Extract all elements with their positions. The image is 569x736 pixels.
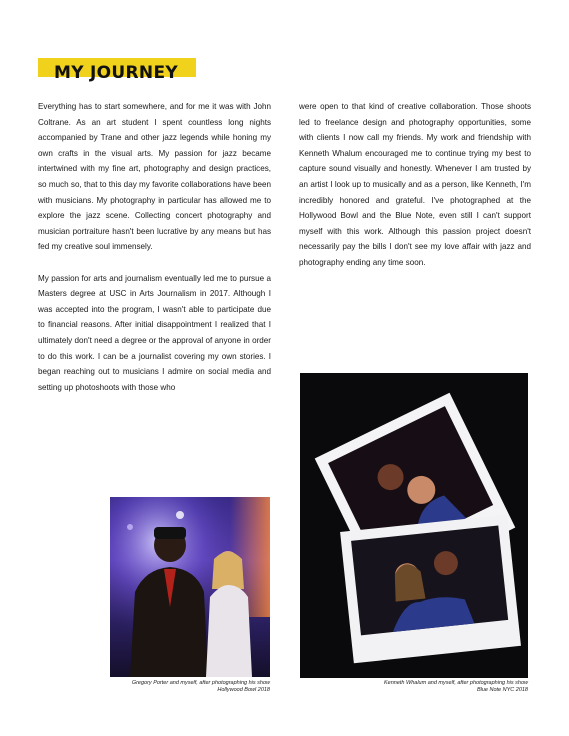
- right-text-column: [299, 99, 531, 271]
- paragraph: were open to that kind of creative collaboration. Those shoots led to freelance design and photography opportunities, some with clients I now call my friends. My work and friendship with Kenneth Whalum encouraged me to continue trying my best to capture sound visually and honestly. Whenever I am trusted by an artist I look up to musically and as a person, like Kenneth, I'm incredibly honored and grateful. I've photographed at the Hollywood Bowl and the Blue Note, even still I can't support myself with this work. Although this passion project doesn't necessarily pay the bills I don't see my love affair with jazz and photography ending any time soon.: [299, 102, 531, 267]
- caption-line: Gregory Porter and myself, after photographing his show: [131, 680, 270, 686]
- photo-porter-illustration: [110, 497, 270, 677]
- page-title: MY JOURNEY: [54, 63, 178, 83]
- paragraph: Everything has to start somewhere, and for me it was with John Coltrane. As an art student I spent countless long nights accompanied by Trane and other jazz legends while honing my own crafts in the visual arts. My passion for jazz became intertwined with my fine art, photography and design practices, so much so, that to this day my favorite collaborations have been with musicians. My photography in particular has allowed me to explore the jazz scene. Collecting concert photography and musician portraiture hasn't been lucrative by any means but has fed my creative soul immensely.: [38, 102, 271, 252]
- caption-line: Kenneth Whalum and myself, after photographing his show: [384, 680, 528, 686]
- caption-porter: [100, 680, 270, 694]
- photo-whalum-illustration: [300, 373, 528, 678]
- caption-line: Blue Note NYC 2018: [476, 687, 528, 693]
- paragraph: My passion for arts and journalism eventually led me to pursue a Masters degree at USC in Arts Journalism in 2017. Although I was accepted into the program, I wasn't able to participate due to financial reasons. After initial disappointment I realized that I ultimately don't need a degree or the approval of anyone in order to do this work. I can be a journalist covering my own stories. I began reaching out to musicians I admire on social media and setting up photoshoots with those who: [38, 273, 271, 392]
- photo-gregory-porter: [110, 497, 270, 677]
- photo-kenneth-whalum-polaroids: [300, 373, 528, 678]
- caption-line: Hollywood Bowl 2018: [217, 687, 270, 693]
- left-text-column: [38, 99, 271, 395]
- caption-whalum: [320, 680, 528, 694]
